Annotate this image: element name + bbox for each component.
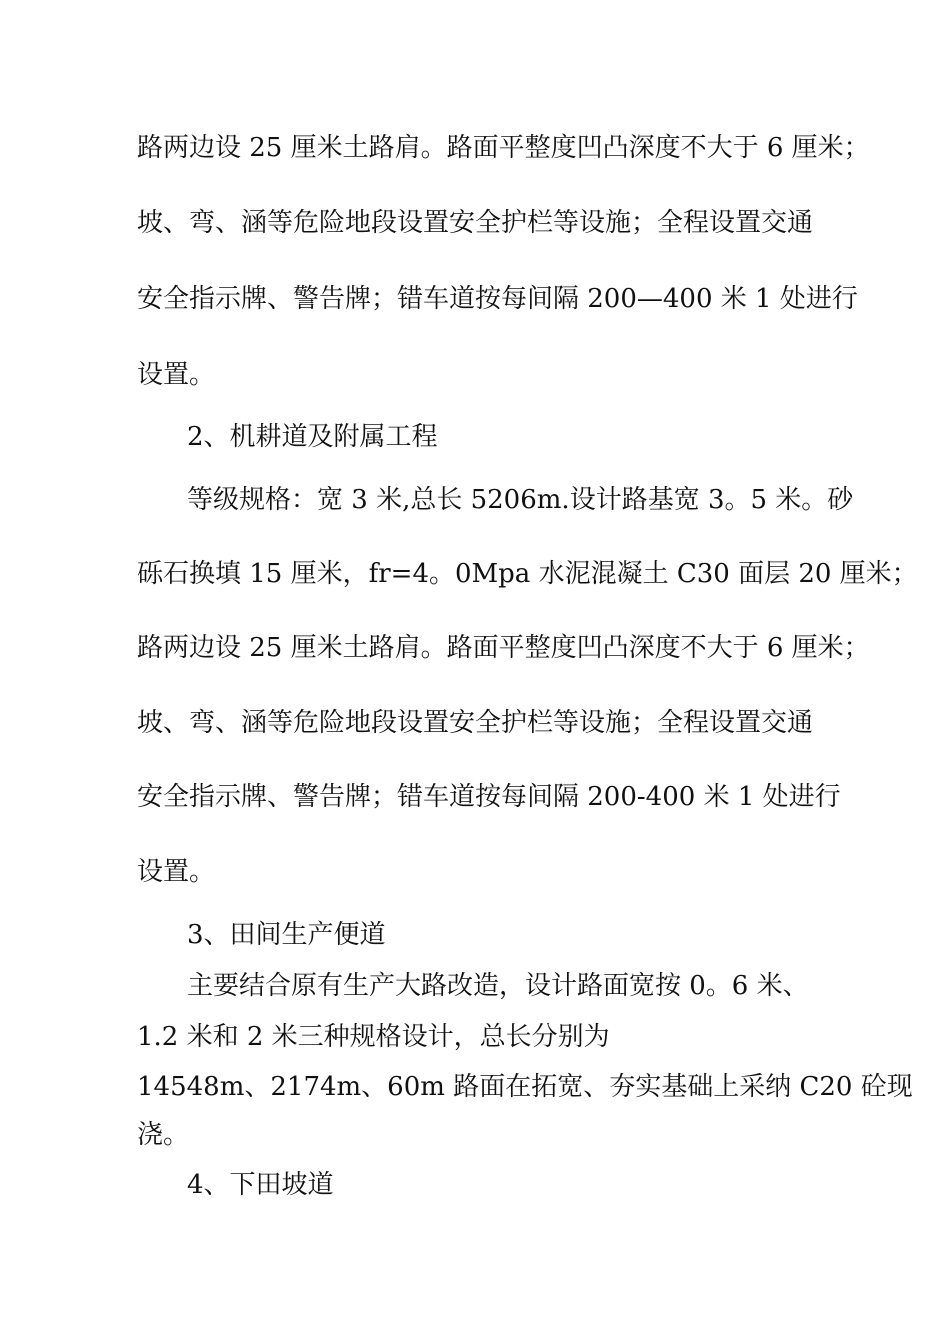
paragraph-line: 主要结合原有生产大路改造，设计路面宽按 0。6 米、 — [187, 971, 809, 1001]
paragraph-line: 浇。 — [137, 1120, 190, 1150]
paragraph-line: 砾石换填 15 厘米，fr=4。0Mpa 水泥混凝土 C30 面层 20 厘米； — [137, 559, 918, 589]
paragraph-line: 安全指示牌、警告牌；错车道按每间隔 200-400 米 1 处进行 — [137, 782, 841, 812]
paragraph-line: 坡、弯、涵等危险地段设置安全护栏等设施；全程设置交通 — [137, 708, 814, 738]
paragraph-line: 安全指示牌、警告牌；错车道按每间隔 200—400 米 1 处进行 — [137, 284, 858, 314]
paragraph-line: 路两边设 25 厘米土路肩。路面平整度凹凸深度不大于 6 厘米； — [137, 133, 870, 163]
paragraph-line: 设置。 — [137, 360, 216, 390]
paragraph-line: 1.2 米和 2 米三种规格设计，总长分别为 — [137, 1022, 610, 1052]
section-heading: 3、田间生产便道 — [187, 920, 386, 950]
paragraph-line: 路两边设 25 厘米土路肩。路面平整度凹凸深度不大于 6 厘米； — [137, 633, 870, 663]
paragraph-line: 设置。 — [137, 857, 216, 887]
section-heading: 4、下田坡道 — [187, 1170, 334, 1200]
section-heading: 2、机耕道及附属工程 — [187, 422, 438, 452]
paragraph-line: 14548m、2174m、60m 路面在拓宽、夯实基础上采纳 C20 砼现 — [137, 1072, 913, 1102]
paragraph-line: 等级规格：宽 3 米,总长 5206m.设计路基宽 3。5 米。砂 — [187, 485, 854, 515]
paragraph-line: 坡、弯、涵等危险地段设置安全护栏等设施；全程设置交通 — [137, 208, 814, 238]
